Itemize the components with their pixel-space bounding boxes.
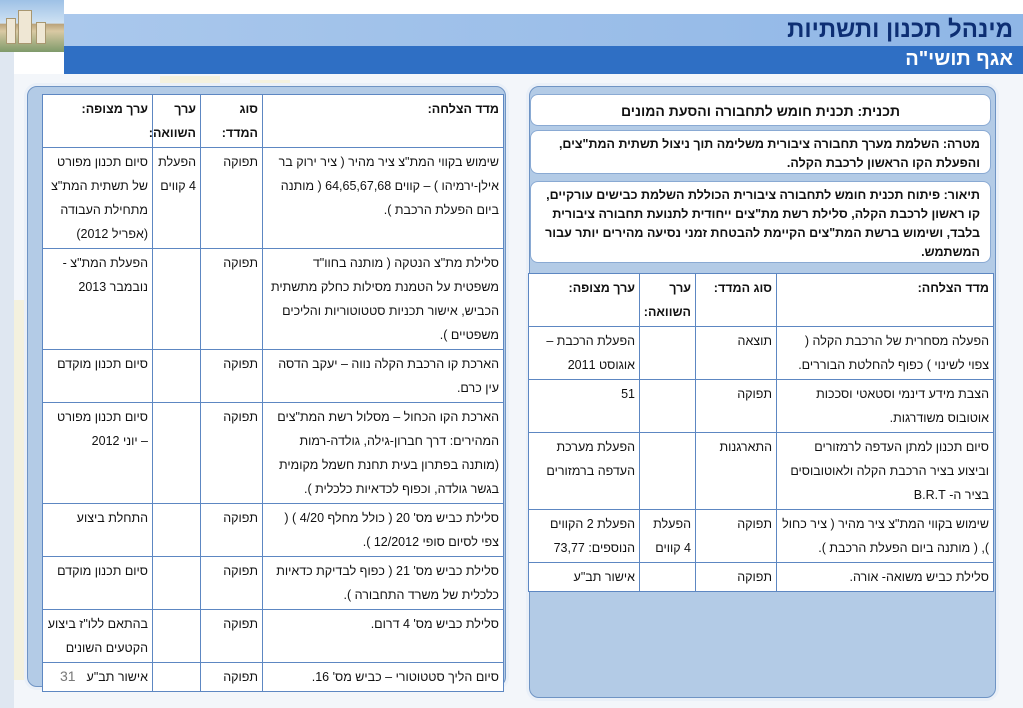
- table-row: [43, 557, 504, 610]
- table-row: [43, 249, 504, 350]
- cell-expected: סיום תכנון מפורט של תשתית המת"צ מתחילת העבודה (אפריל 2012): [43, 148, 153, 249]
- cell-type: תפוקה: [696, 510, 777, 563]
- cell-expected: בהתאם ללו"ז ביצוע הקטעים השונים: [43, 610, 153, 663]
- table-header-row: [529, 274, 994, 327]
- background-decoration: [14, 300, 24, 680]
- cell-type: תפוקה: [201, 504, 263, 557]
- building-shape: [6, 18, 16, 44]
- cell-expected: סיום תכנון מפורט – יוני 2012: [43, 403, 153, 504]
- table-row: [529, 510, 994, 563]
- table-row: [529, 327, 994, 380]
- left-strip: [0, 52, 14, 708]
- header-success-metric: מדד הצלחה:: [263, 95, 504, 148]
- cell-comparison: [153, 249, 201, 350]
- cell-type: תפוקה: [201, 148, 263, 249]
- cell-expected: אישור תב"ע: [43, 663, 153, 692]
- header-metric-type: סוג המדד:: [201, 95, 263, 148]
- cell-metric: סלילת כביש משואה- אורה.: [777, 563, 994, 592]
- table-row: [43, 504, 504, 557]
- cell-metric: שימוש בקווי המת"צ ציר מהיר ( ציר ירוק בר אילן-ירמיהו ) – קווים 64,65,67,68 ( מותנה ביום הפעלת הרכבת ).: [263, 148, 504, 249]
- cell-comparison: [153, 350, 201, 403]
- plan-title: תכנית: תכנית חומש לתחבורה והסעת המונים: [530, 94, 991, 126]
- cell-type: התארגנות: [696, 433, 777, 510]
- page-title: מינהל תכנון ותשתיות: [787, 16, 1013, 43]
- header-comparison-value: ערך השוואה:: [153, 95, 201, 148]
- cell-comparison: [153, 663, 201, 692]
- table-row: [43, 403, 504, 504]
- left-metrics-table: [42, 94, 504, 692]
- cell-comparison: [640, 327, 696, 380]
- cell-comparison: [153, 557, 201, 610]
- header-expected-value: ערך מצופה:: [529, 274, 640, 327]
- building-shape: [36, 22, 46, 44]
- cell-metric: הפעלה מסחרית של הרכבת הקלה ( צפוי לשינוי ) כפוף להחלטת הבוררים.: [777, 327, 994, 380]
- cell-comparison: הפעלת 4 קווים: [153, 148, 201, 249]
- cell-comparison: [640, 433, 696, 510]
- cell-metric: סלילת כביש מס' 4 דרום.: [263, 610, 504, 663]
- header-photo: [0, 0, 64, 52]
- header-metric-type: סוג המדד:: [696, 274, 777, 327]
- cell-comparison: [153, 504, 201, 557]
- cell-metric: סיום תכנון למתן העדפה לרמזורים וביצוע בציר הרכבת הקלה ולאוטובוסים בציר ה- B.R.T: [777, 433, 994, 510]
- table-row: [529, 380, 994, 433]
- cell-expected: אישור תב"ע: [529, 563, 640, 592]
- cell-expected: הפעלת המת"צ - נובמבר 2013: [43, 249, 153, 350]
- cell-type: תפוקה: [201, 350, 263, 403]
- table-row: [529, 433, 994, 510]
- header-success-metric: מדד הצלחה:: [777, 274, 994, 327]
- table-header-row: [43, 95, 504, 148]
- cell-type: תפוקה: [201, 403, 263, 504]
- table-row: [529, 563, 994, 592]
- right-metrics-table: [528, 273, 994, 592]
- cell-comparison: [153, 403, 201, 504]
- cell-type: תפוקה: [696, 563, 777, 592]
- cell-metric: שימוש בקווי המת"צ ציר מהיר ( ציר כחול ), ( מותנה ביום הפעלת הרכבת ).: [777, 510, 994, 563]
- cell-metric: סלילת מת"צ הנטקה ( מותנה בחוו"ד משפטית על הטמנת מסילות כחלק מתשתית הכביש, אישור תכניות סטטוטוריות והליכים משפטיים ).: [263, 249, 504, 350]
- cell-metric: הארכת הקו הכחול – מסלול רשת המת"צים המהירים: דרך חברון-גילה, גולדה-רמות (מותנה בפתרון בעית תחנת חשמל מקומית בגשר גולדה, וכפוף לכדאיות כלכלית ).: [263, 403, 504, 504]
- page-subtitle: אגף תושי"ה: [905, 48, 1013, 70]
- cell-expected: הפעלת הרכבת – אוגוסט 2011: [529, 327, 640, 380]
- cell-metric: הצבת מידע דינמי וסטאטי וסככות אוטובוס משודרגות.: [777, 380, 994, 433]
- plan-description: תיאור: פיתוח תכנית חומש לתחבורה ציבורית הכוללת השלמת כבישים עורקיים, קו ראשון לרכבת הקלה, סלילת רשת מת"צים ייחודית לתנועת תחבורה ציבורית בלבד, ושימוש ברשת המת"צים הקיימת להבטחת זמני נסיעה מהירים יותר עבור המשתמש.: [530, 181, 991, 263]
- plan-goal: מטרה: השלמת מערך תחבורה ציבורית משלימה תוך ניצול תשתית המת"צים, והפעלת הקו הראשון לרכבת הקלה.: [530, 130, 991, 174]
- cell-type: תפוקה: [201, 557, 263, 610]
- cell-comparison: הפעלת 4 קווים: [640, 510, 696, 563]
- cell-comparison: [640, 563, 696, 592]
- table-row: [43, 610, 504, 663]
- cell-expected: 51: [529, 380, 640, 433]
- cell-type: תפוקה: [201, 610, 263, 663]
- header-subtitle-band: [64, 46, 1023, 74]
- cell-type: תפוקה: [201, 663, 263, 692]
- building-shape: [18, 10, 32, 44]
- cell-type: תפוקה: [696, 380, 777, 433]
- table-row: [43, 663, 504, 692]
- cell-expected: סיום תכנון מוקדם: [43, 350, 153, 403]
- page-number: 31: [60, 668, 76, 684]
- header-top-band: [64, 0, 1023, 14]
- cell-type: תוצאה: [696, 327, 777, 380]
- cell-metric: הארכת קו הרכבת הקלה נווה – יעקב הדסה עין כרם.: [263, 350, 504, 403]
- cell-comparison: [153, 610, 201, 663]
- cell-expected: הפעלת מערכת העדפה ברמזורים: [529, 433, 640, 510]
- header-comparison-value: ערך השוואה:: [640, 274, 696, 327]
- cell-comparison: [640, 380, 696, 433]
- cell-expected: התחלת ביצוע: [43, 504, 153, 557]
- table-row: [43, 350, 504, 403]
- table-row: [43, 148, 504, 249]
- cell-metric: סלילת כביש מס' 20 ( כולל מחלף 4/20 ) ( צפי לסיום סופי 12/2012 ).: [263, 504, 504, 557]
- cell-metric: סלילת כביש מס' 21 ( כפוף לבדיקת כדאיות כלכלית של משרד התחבורה ).: [263, 557, 504, 610]
- cell-type: תפוקה: [201, 249, 263, 350]
- cell-metric: סיום הליך סטטוטורי – כביש מס' 16.: [263, 663, 504, 692]
- header-expected-value: ערך מצופה:: [43, 95, 153, 148]
- cell-expected: הפעלת 2 הקווים הנוספים: 73,77: [529, 510, 640, 563]
- cell-expected: סיום תכנון מוקדם: [43, 557, 153, 610]
